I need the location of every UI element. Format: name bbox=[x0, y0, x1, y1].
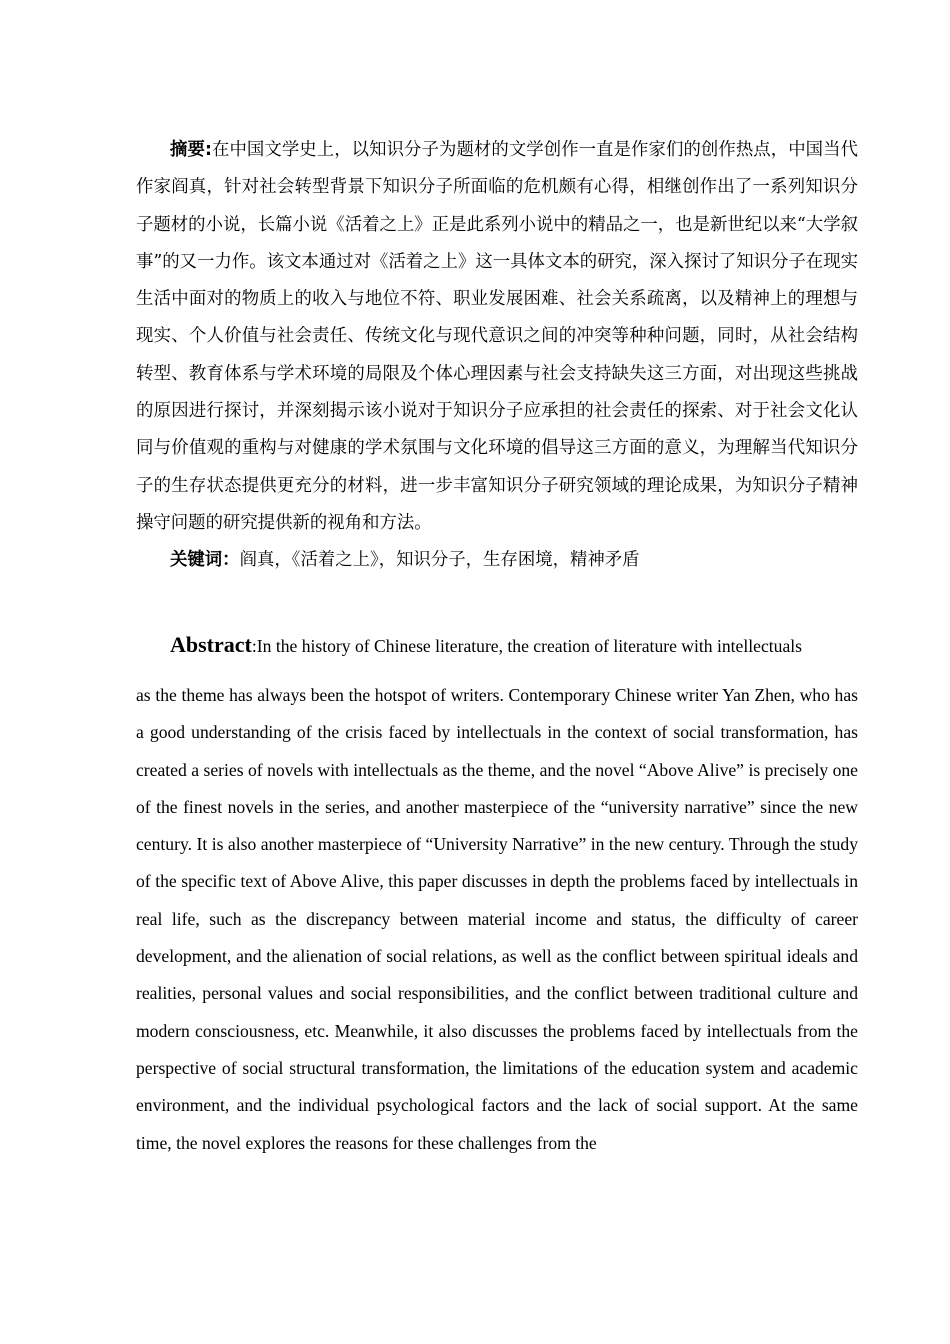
english-abstract-colon: : bbox=[251, 636, 257, 656]
english-abstract-first-line bbox=[136, 626, 858, 665]
chinese-abstract-paragraph bbox=[136, 132, 858, 542]
english-abstract-section bbox=[136, 626, 858, 1162]
keywords-body: 阎真，《活着之上》，知识分子，生存困境，精神矛盾 bbox=[239, 550, 640, 571]
english-abstract-body: as the theme has always been the hotspot of writers. Contemporary Chinese writer Yan Zhen, who has a good understanding of the crisis faced by intellectuals in the context of social transformation, has created a series of novels with intellectuals as the theme, and the novel “Above Alive” is precisely one of the finest novels in the series, and another masterpiece of the “university narrative” since the new century. It is also another masterpiece of “University Narrative” in the new century. Through the study of the specific text of Above Alive, this paper discusses in depth the problems faced by intellectuals in real life, such as the discrepancy between material income and status, the difficulty of career development, and the alienation of social relations, as well as the conflict between spiritual ideals and realities, personal values and social responsibilities, and the conflict between traditional culture and modern consciousness, etc. Meanwhile, it also discusses the problems faced by intellectuals from the perspective of social structural transformation, the limitations of the education system and academic environment, and the individual psychological factors and the lack of social support. At the same time, the novel explores the reasons for these challenges from the bbox=[136, 685, 858, 1153]
english-abstract-first-line-text: In the history of Chinese literature, the creation of literature with intellectuals bbox=[256, 636, 802, 656]
keywords-label: 关键词： bbox=[170, 550, 240, 571]
english-abstract-label: Abstract bbox=[170, 632, 252, 657]
english-abstract-paragraph bbox=[136, 626, 858, 1162]
chinese-abstract-section bbox=[136, 132, 858, 580]
chinese-abstract-label: 摘要 bbox=[170, 140, 205, 160]
chinese-abstract-body: 在中国文学史上，以知识分子为题材的文学创作一直是作家们的创作热点，中国当代作家阎真，针对社会转型背景下知识分子所面临的危机颇有心得，相继创作出了一系列知识分子题材的小说，长篇小说《活着之上》正是此系列小说中的精品之一，也是新世纪以来“大学叙事”的又一力作。该文本通过对《活着之上》这一具体文本的研究，深入探讨了知识分子在现实生活中面对的物质上的收入与地位不符、职业发展困难、社会关系疏离，以及精神上的理想与现实、个人价值与社会责任、传统文化与现代意识之间的冲突等种种问题，同时，从社会结构转型、教育体系与学术环境的局限及个体心理因素与社会支持缺失这三方面，对出现这些挑战的原因进行探讨，并深刻揭示该小说对于知识分子应承担的社会责任的探索、对于社会文化认同与价值观的重构与对健康的学术氛围与文化环境的倡导这三方面的意义，为理解当代知识分子的生存状态提供更充分的材料，进一步丰富知识分子研究领域的理论成果，为知识分子精神操守问题的研究提供新的视角和方法。 bbox=[136, 140, 858, 533]
chinese-abstract-colon: : bbox=[204, 140, 212, 160]
keywords-line bbox=[136, 542, 858, 579]
